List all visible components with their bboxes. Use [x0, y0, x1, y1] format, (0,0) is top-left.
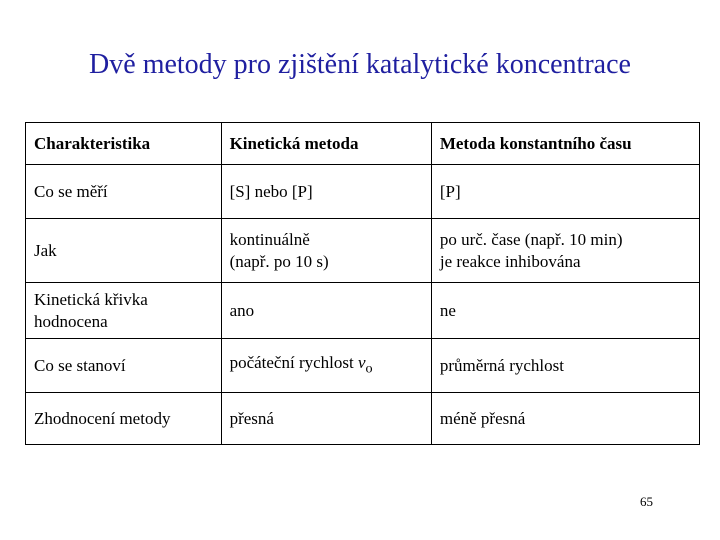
kinetic-cell: [S] nebo [P] — [221, 165, 431, 219]
velocity-subscript: o — [365, 360, 373, 377]
slide-title: Dvě metody pro zjištění katalytické koncentrace — [89, 49, 631, 80]
constant-time-cell — [431, 219, 699, 283]
header-kinetic-method: Kinetická metoda — [221, 123, 431, 165]
table-row — [26, 165, 700, 219]
constant-time-line-1: po urč. čase (např. 10 min) — [439, 229, 623, 249]
row-label: Co se měří — [26, 165, 222, 219]
row-label: Kinetická křivka hodnocena — [26, 283, 222, 339]
table-row — [26, 393, 700, 445]
constant-time-cell: [P] — [431, 165, 699, 219]
header-constant-time-method: Metoda konstantního času — [431, 123, 699, 165]
page-number: 65 — [640, 494, 653, 509]
kinetic-text: počáteční rychlost — [229, 352, 358, 372]
constant-time-cell: méně přesná — [431, 393, 699, 445]
kinetic-cell: ano — [221, 283, 431, 339]
kinetic-line-1: kontinuálně — [229, 229, 310, 249]
constant-time-cell: ne — [431, 283, 699, 339]
velocity-symbol: v — [357, 352, 366, 372]
constant-time-cell: průměrná rychlost — [431, 339, 699, 393]
constant-time-line-2: je reakce inhibována — [439, 251, 581, 271]
kinetic-cell — [221, 219, 431, 283]
table-header-row — [26, 123, 700, 165]
row-label: Jak — [26, 219, 222, 283]
row-label: Co se stanoví — [26, 339, 222, 393]
kinetic-cell — [221, 339, 431, 393]
table-row — [26, 219, 700, 283]
row-label: Zhodnocení metody — [26, 393, 222, 445]
kinetic-cell: přesná — [221, 393, 431, 445]
header-characteristic: Charakteristika — [26, 123, 222, 165]
kinetic-line-2: (např. po 10 s) — [229, 251, 329, 271]
table-row — [26, 339, 700, 393]
comparison-table — [25, 122, 700, 445]
table-row — [26, 283, 700, 339]
